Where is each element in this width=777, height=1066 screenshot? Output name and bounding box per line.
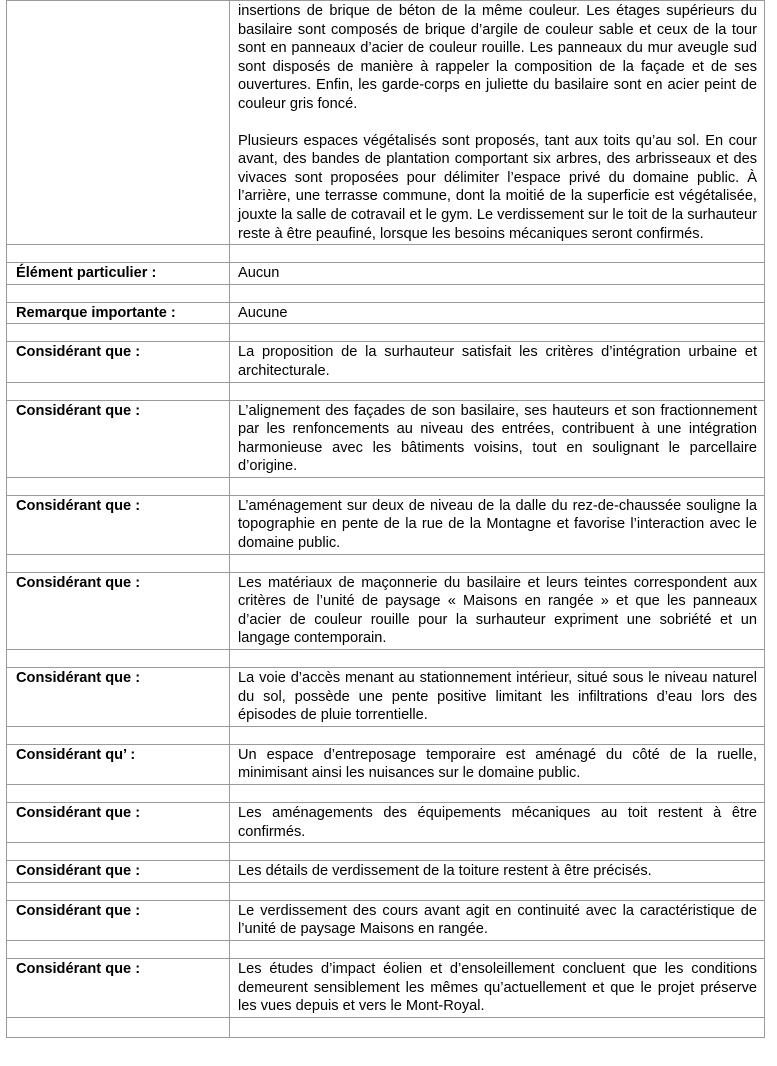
row-label: Considérant qu’ : <box>7 744 230 784</box>
label-cell <box>7 1 230 245</box>
row-text: Aucune <box>230 302 765 324</box>
row-label: Considérant que : <box>7 803 230 843</box>
spacer-row <box>7 245 765 263</box>
row-text: L’aménagement sur deux de niveau de la dalle du rez-de-chaussée souligne la topographie en pente de la rue de la Montagne et favorise l’interaction avec le domaine public. <box>230 495 765 554</box>
spacer-row <box>7 650 765 668</box>
spacer-row <box>7 882 765 900</box>
spacer-row <box>7 554 765 572</box>
row-label: Considérant que : <box>7 958 230 1017</box>
spacer-row <box>7 284 765 302</box>
evaluation-table <box>6 0 765 1038</box>
table-row <box>7 861 765 883</box>
row-text: Les aménagements des équipements mécaniques au toit restent à être confirmés. <box>230 803 765 843</box>
table-row-description <box>7 1 765 245</box>
spacer-row <box>7 1017 765 1037</box>
table-row <box>7 900 765 940</box>
row-text: La voie d’accès menant au stationnement intérieur, situé sous le niveau naturel du sol, possède une pente positive limitant les infiltrations d’eau lors des épisodes de pluie torrentielle. <box>230 668 765 727</box>
table-row <box>7 668 765 727</box>
row-text: Les détails de verdissement de la toiture restent à être précisés. <box>230 861 765 883</box>
row-text: Les études d’impact éolien et d’ensoleillement concluent que les conditions demeurent sensiblement les mêmes qu’actuellement et que le projet préserve les vues depuis et vers le Mont-Royal. <box>230 958 765 1017</box>
spacer-row <box>7 726 765 744</box>
row-label: Considérant que : <box>7 572 230 649</box>
row-label: Considérant que : <box>7 861 230 883</box>
row-label: Considérant que : <box>7 400 230 477</box>
table-row <box>7 263 765 285</box>
row-text: Aucun <box>230 263 765 285</box>
spacer-row <box>7 382 765 400</box>
row-label: Considérant que : <box>7 495 230 554</box>
table-row <box>7 744 765 784</box>
row-text: Un espace d’entreposage temporaire est aménagé du côté de la ruelle, minimisant ainsi les nuisances sur le domaine public. <box>230 744 765 784</box>
row-label: Considérant que : <box>7 900 230 940</box>
table-row <box>7 342 765 382</box>
description-paragraph: Plusieurs espaces végétalisés sont proposés, tant aux toits qu’au sol. En cour avant, des bandes de plantation comportant six arbres, des arbrisseaux et des vivaces sont proposées pour délimiter l’espace privé du domaine public. À l’arrière, une terrasse commune, dont la moitié de la superficie est végétalisée, jouxte la salle de cotravail et le gym. Le verdissement sur le toit de la surhauteur reste à être peaufiné, lorsque les besoins mécaniques seront confirmés. <box>238 132 757 242</box>
table-row <box>7 958 765 1017</box>
spacer-row <box>7 843 765 861</box>
spacer-row <box>7 324 765 342</box>
row-label: Élément particulier : <box>7 263 230 285</box>
table-row <box>7 572 765 649</box>
description-cell <box>230 1 765 245</box>
row-text: Les matériaux de maçonnerie du basilaire et leurs teintes correspondent aux critères de l’unité de paysage « Maisons en rangée » et que les panneaux d’acier de couleur rouille pour la surhauteur expriment une sobriété et un langage contemporain. <box>230 572 765 649</box>
table-row <box>7 400 765 477</box>
row-text: Le verdissement des cours avant agit en continuité avec la caractéristique de l’unité de paysage Maisons en rangée. <box>230 900 765 940</box>
row-label: Remarque importante : <box>7 302 230 324</box>
table-row <box>7 302 765 324</box>
row-label: Considérant que : <box>7 342 230 382</box>
description-paragraph: insertions de brique de béton de la même couleur. Les étages supérieurs du basilaire sont composés de brique d’argile de couleur sable et ceux de la tour sont en panneaux d’acier de couleur rouille. Les panneaux du mur aveugle sud sont disposés de manière à rappeler la composition de la façade et de ses ouvertures. Enfin, les garde-corps en juliette du basilaire sont en acier peint de couleur gris foncé. <box>238 3 757 112</box>
spacer-row <box>7 785 765 803</box>
spacer-row <box>7 477 765 495</box>
row-label: Considérant que : <box>7 668 230 727</box>
table-row <box>7 495 765 554</box>
table-row <box>7 803 765 843</box>
row-text: L’alignement des façades de son basilaire, ses hauteurs et son fractionnement par les renfoncements au niveau des entrées, contribuent à une intégration harmonieuse avec les bâtiments voisins, tout en soulignant le parcellaire d’origine. <box>230 400 765 477</box>
spacer-row <box>7 940 765 958</box>
row-text: La proposition de la surhauteur satisfait les critères d’intégration urbaine et architecturale. <box>230 342 765 382</box>
